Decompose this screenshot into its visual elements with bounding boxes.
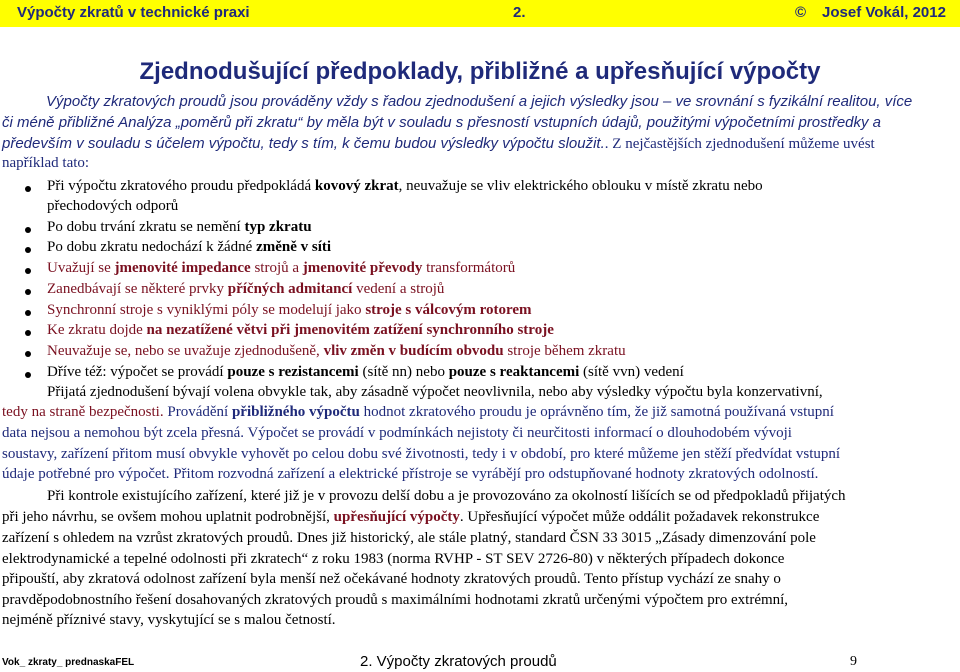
header-left-title: Výpočty zkratů v technické praxi bbox=[17, 4, 250, 21]
footer-filename: Vok_ zkraty_ prednaskaFEL bbox=[2, 657, 135, 668]
paragraph-line: nejméně příznivé stavy, vyskytující se s malou četností. bbox=[2, 612, 336, 628]
intro-line-1: Výpočty zkratových proudů jsou prováděny vždy s řadou zjednodušení a jejich výsledky jsou – ve srovnání s fyzikální realitou, více bbox=[46, 93, 913, 110]
bullet-icon bbox=[25, 310, 31, 316]
paragraph-line: data nejsou a nemohou být zcela přesná. Výpočet se provádí v podmínkách nejistoty či neurčitosti informací o dlouhodobém vývoji bbox=[2, 425, 792, 441]
footer-chapter: 2. Výpočty zkratových proudů bbox=[360, 653, 557, 670]
copyright-icon: © bbox=[795, 4, 807, 21]
bullet-icon bbox=[25, 330, 31, 336]
paragraph-line: při jeho návrhu, se ovšem mohou uplatnit podrobnější, upřesňující výpočty. Upřesňující výpočet může oddálit požadavek rekonstrukce bbox=[2, 509, 820, 525]
paragraph-line: Přijatá zjednodušení bývají volena obvykle tak, aby zásadně výpočet neovlivnila, nebo aby výsledky výpočtu byla konzervativní, bbox=[47, 384, 823, 400]
header-bar bbox=[0, 0, 960, 27]
paragraph-line: soustavy, zařízení přitom musí obvykle vyhovět po celou dobu své životnosti, tedy i v období, pro které můžeme jen stěží předvídat vstupní bbox=[2, 446, 841, 462]
bullet-icon bbox=[25, 289, 31, 295]
page-number: 9 bbox=[850, 654, 857, 669]
paragraph-line: připouští, aby zkratová odolnost zařízení byla menší než očekávané hodnoty zkratových proudů. Tento přístup vychází ze snahy o bbox=[2, 571, 781, 587]
paragraph-line: Při kontrole existujícího zařízení, které již je v provozu delší dobu a je provozováno za okolností lišících se od předpokladů přijatých bbox=[47, 488, 846, 504]
intro-line-2: či méně přibližné Analýza „poměrů při zkratu“ by měla být v souladu s přesností vstupních údajů, použitými výpočetními prostředky a bbox=[2, 114, 882, 131]
bullet-icon bbox=[25, 247, 31, 253]
bullet-icon bbox=[25, 268, 31, 274]
paragraph-line: zařízení s ohledem na vzrůst zkratových proudů. Dnes již historický, ale stále platný, standard ČSN 33 3015 „Zásady dimenzování pole bbox=[2, 530, 816, 546]
bullet-icon bbox=[25, 372, 31, 378]
paragraph-line: tedy na straně bezpečnosti. Provádění přibližného výpočtu hodnot zkratového proudu je oprávněno tím, že již samotná používaná vstupní bbox=[2, 404, 834, 420]
header-author: Josef Vokál, 2012 bbox=[822, 4, 946, 21]
intro-line-3: především v souladu s účelem výpočtu, tedy s tím, k čemu budou výsledky výpočtu sloužit.. Z nejčastějších zjednodušení můžeme uvést bbox=[2, 135, 875, 152]
header-number: 2. bbox=[513, 4, 526, 21]
bullet-icon bbox=[25, 351, 31, 357]
intro-line-4: například tato: bbox=[2, 155, 90, 171]
bullet-icon bbox=[25, 186, 31, 192]
bullet-icon bbox=[25, 227, 31, 233]
paragraph-line: údaje potřebné pro výpočet. Přitom rozvodná zařízení a elektrické přístroje se vyrábějí pro odstupňované hodnoty zkratových odolností. bbox=[2, 466, 819, 482]
paragraph-line: elektrodynamické a tepelné odolnosti při zkratech“ z roku 1983 (norma RVHP - ST SEV 2726-80) v některých případech dokonce bbox=[2, 551, 785, 567]
paragraph-line: pravděpodobnostního řešení dosahovaných zkratových proudů s maximálními hodnotami zkratů určenými výpočtem pro extrémní, bbox=[2, 592, 789, 608]
page-title: Zjednodušující předpoklady, přibližné a upřesňující výpočty bbox=[139, 58, 821, 85]
